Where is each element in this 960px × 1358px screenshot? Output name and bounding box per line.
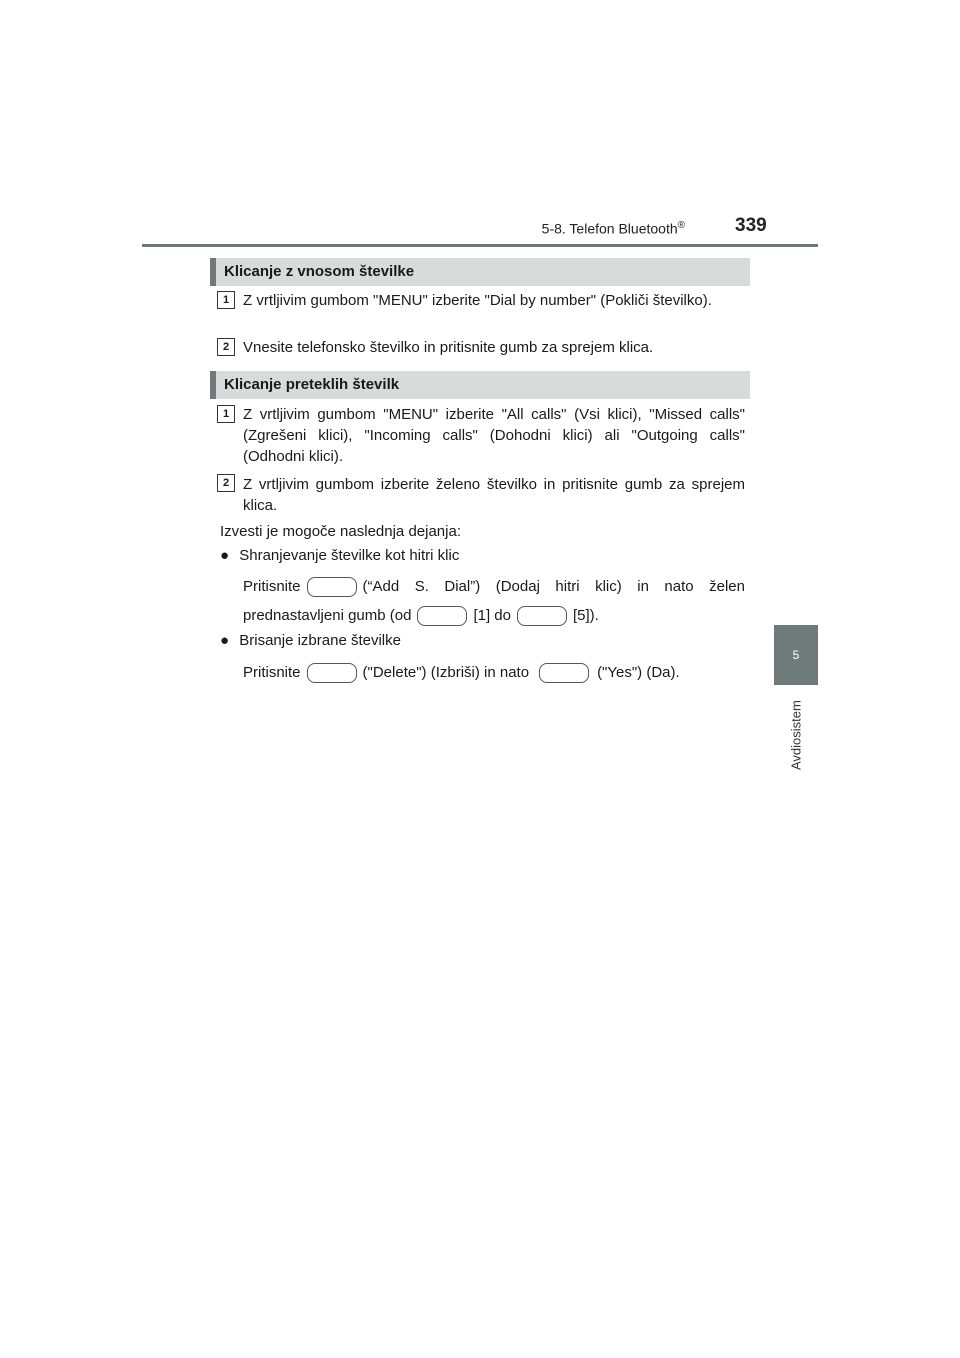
speed-dial-line-1 xyxy=(243,575,745,599)
section-title: 5-8. Telefon Bluetooth xyxy=(541,220,678,237)
text-delete: ("Delete") (Izbriši) in nato xyxy=(362,664,530,681)
registered-mark: ® xyxy=(677,220,685,231)
delete-button[interactable] xyxy=(307,663,357,683)
add-speed-dial-button[interactable] xyxy=(307,577,357,597)
preset-1-button[interactable] xyxy=(417,606,467,626)
step-badge: 1 xyxy=(217,291,235,309)
bullet-title: Shranjevanje številke kot hitri klic xyxy=(239,547,460,564)
bullet-delete xyxy=(220,630,401,651)
actions-intro: Izvesti je mogoče naslednja dejanja: xyxy=(220,523,461,540)
text-press: Pritisnite xyxy=(243,664,301,681)
bullet-speed-dial xyxy=(220,545,459,566)
text-add-speed-dial: (“Add S. Dial”) (Dodaj hitri klic) in nato želen xyxy=(362,578,745,595)
step-text: Vnesite telefonsko številko in pritisnite gumb za sprejem klica. xyxy=(243,339,654,356)
text-press: Pritisnite xyxy=(243,578,301,595)
yes-button[interactable] xyxy=(539,663,589,683)
speed-dial-line-2 xyxy=(243,604,745,628)
section-header-past-numbers: Klicanje preteklih številk xyxy=(210,371,750,399)
page-number: 339 xyxy=(735,215,767,236)
text-end: [5]). xyxy=(572,607,599,624)
step-text: Z vrtljivim gumbom "MENU" izberite "Dial by number" (Pokliči številko). xyxy=(243,292,712,309)
step-text: Z vrtljivim gumbom izberite želeno številko in pritisnite gumb za sprejem klica. xyxy=(243,476,745,514)
header-divider xyxy=(142,244,818,247)
step-badge: 2 xyxy=(217,474,235,492)
step-badge: 1 xyxy=(217,405,235,423)
delete-line xyxy=(243,661,745,685)
bullet-symbol: ● xyxy=(220,632,230,649)
running-header xyxy=(470,220,685,237)
section-header-dial-number: Klicanje z vnosom številke xyxy=(210,258,750,286)
bullet-title: Brisanje izbrane številke xyxy=(239,632,401,649)
step-text: Z vrtljivim gumbom "MENU" izberite "All calls" (Vsi klici), "Missed calls" (Zgrešeni klici), "Incoming calls" (Dohodni klici) ali "Outgoing calls" (Odhodni klici). xyxy=(243,406,745,465)
step-badge: 2 xyxy=(217,338,235,356)
text-to: [1] do xyxy=(473,607,511,624)
chapter-tab: 5 xyxy=(774,625,818,685)
chapter-label: Avdiosistem xyxy=(788,700,804,770)
bullet-symbol: ● xyxy=(220,547,230,564)
text-preset: prednastavljeni gumb (od xyxy=(243,607,412,624)
preset-5-button[interactable] xyxy=(517,606,567,626)
text-yes: ("Yes") (Da). xyxy=(597,664,680,681)
